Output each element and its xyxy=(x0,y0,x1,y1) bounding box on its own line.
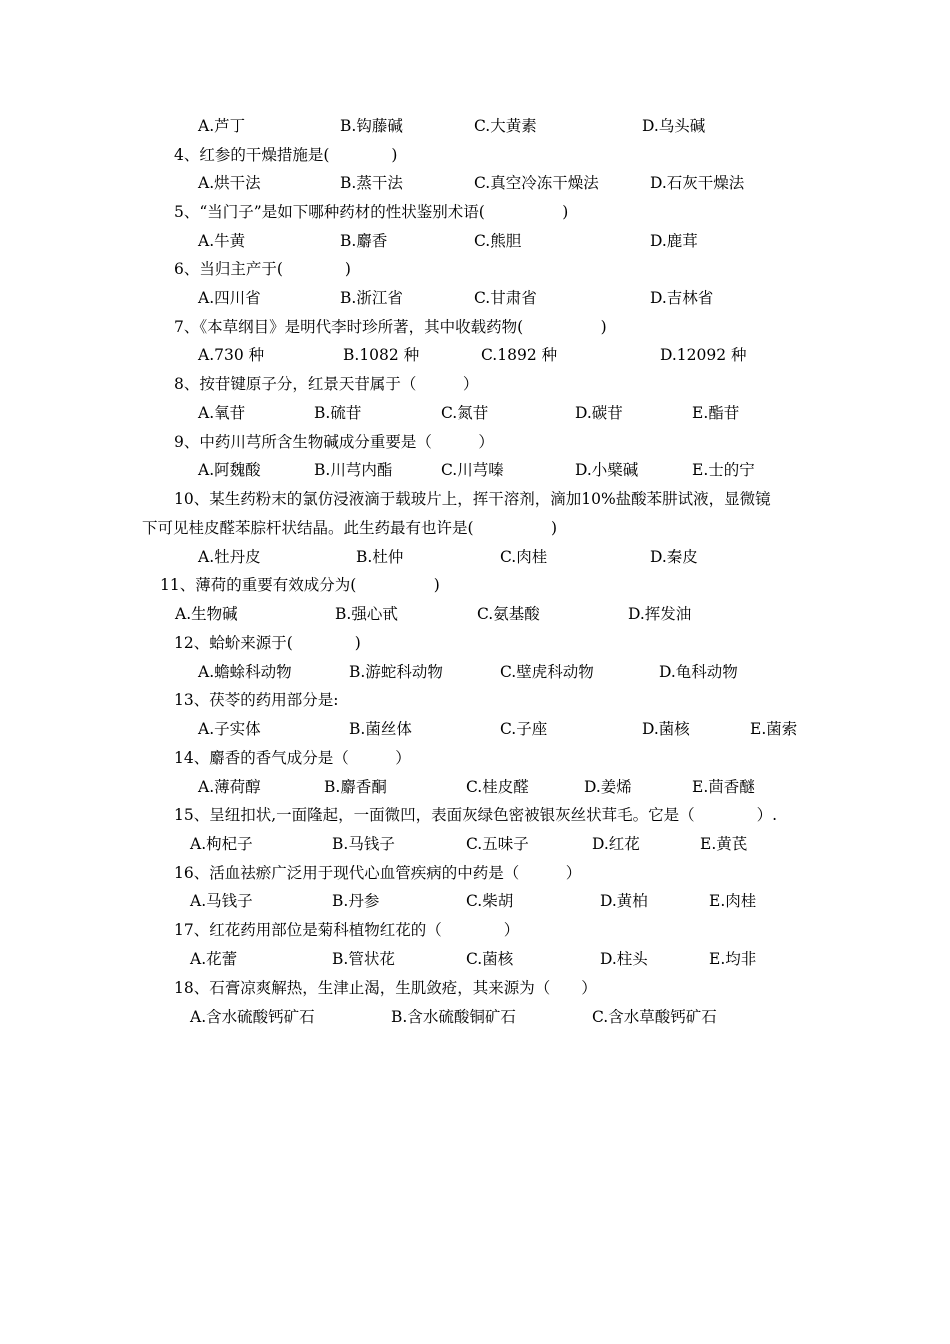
option-b: B.强心甙 xyxy=(335,605,398,623)
option-b: B.川芎内酯 xyxy=(314,461,393,479)
question-stem: 18、石膏凉爽解热，生津止渴，生肌敛疮，其来源为（ ） xyxy=(174,979,597,997)
question-stem: 14、麝香的香气成分是（ ） xyxy=(174,749,411,767)
option-d: D.柱头 xyxy=(600,950,648,968)
option-a: A.四川省 xyxy=(198,289,261,307)
option-c: C.肉桂 xyxy=(500,548,548,566)
option-b: B.钩藤碱 xyxy=(340,117,403,135)
option-d: D.碳苷 xyxy=(575,404,623,422)
option-d: D.12092 种 xyxy=(660,346,747,364)
option-c: C.壁虎科动物 xyxy=(500,663,594,681)
option-c: C.真空冷冻干燥法 xyxy=(474,174,599,192)
option-e: E.茴香醚 xyxy=(692,778,755,796)
question-stem-continued: 下可见桂皮醛苯腙杆状结晶。此生药最有也许是( ) xyxy=(142,519,558,537)
option-e: E.士的宁 xyxy=(692,461,755,479)
option-c: C.氨基酸 xyxy=(477,605,540,623)
option-c: C.桂皮醛 xyxy=(466,778,529,796)
option-c: C.子座 xyxy=(500,720,548,738)
option-d: D.菌核 xyxy=(642,720,690,738)
question-stem: 17、红花药用部位是菊科植物红花的（ ） xyxy=(174,921,520,939)
option-a: A.生物碱 xyxy=(175,605,238,623)
option-b: B.蒸干法 xyxy=(340,174,403,192)
question-stem: 13、茯苓的药用部分是: xyxy=(174,691,339,709)
option-a: A.马钱子 xyxy=(190,892,253,910)
option-b: B.管状花 xyxy=(332,950,395,968)
option-a: A.烘干法 xyxy=(198,174,261,192)
option-c: C.五味子 xyxy=(466,835,529,853)
question-stem: 6、当归主产于( ) xyxy=(174,260,351,278)
option-c: C.熊胆 xyxy=(474,232,522,250)
option-c: C.柴胡 xyxy=(466,892,514,910)
question-stem: 11、薄荷的重要有效成分为( ) xyxy=(160,576,440,594)
question-stem: 10、某生药粉末的氯仿浸液滴于载玻片上，挥干溶剂，滴加10%盐酸苯肼试液，显微镜 xyxy=(174,490,771,508)
question-stem: 8、按苷键原子分，红景天苷属于（ ） xyxy=(174,375,479,393)
option-d: D.挥发油 xyxy=(628,605,692,623)
option-b: B.游蛇科动物 xyxy=(349,663,443,681)
option-e: E.黄芪 xyxy=(700,835,748,853)
question-stem: 15、呈纽扣状,一面隆起，一面微凹，表面灰绿色密被银灰丝状茸毛。它是（ ）. xyxy=(174,806,778,824)
option-d: D.乌头碱 xyxy=(642,117,706,135)
question-stem: 5、“当门子”是如下哪种药材的性状鉴别术语( ) xyxy=(174,203,569,221)
option-d: D.红花 xyxy=(592,835,640,853)
option-b: B.浙江省 xyxy=(340,289,403,307)
option-a: A.芦丁 xyxy=(198,117,246,135)
option-a: A.薄荷醇 xyxy=(198,778,261,796)
option-b: B.丹参 xyxy=(332,892,380,910)
option-d: D.石灰干燥法 xyxy=(650,174,745,192)
option-a: A.730 种 xyxy=(198,346,265,364)
option-e: E.肉桂 xyxy=(709,892,757,910)
option-c: C.菌核 xyxy=(466,950,514,968)
question-stem: 7、《本草纲目》是明代李时珍所著，其中收载药物( ) xyxy=(174,318,607,336)
option-d: D.龟科动物 xyxy=(659,663,738,681)
option-b: B.杜仲 xyxy=(356,548,404,566)
question-stem: 4、红参的干燥措施是( ) xyxy=(174,146,398,164)
option-a: A.氧苷 xyxy=(198,404,246,422)
option-d: D.姜烯 xyxy=(584,778,632,796)
option-c: C.含水草酸钙矿石 xyxy=(592,1008,717,1026)
option-c: C.川芎嗪 xyxy=(441,461,504,479)
option-a: A.阿魏酸 xyxy=(198,461,261,479)
option-a: A.牡丹皮 xyxy=(198,548,261,566)
option-d: D.小檗碱 xyxy=(575,461,639,479)
option-e: E.均非 xyxy=(709,950,757,968)
option-b: B.麝香 xyxy=(340,232,388,250)
option-b: B.硫苷 xyxy=(314,404,362,422)
option-a: A.含水硫酸钙矿石 xyxy=(190,1008,315,1026)
option-c: C.1892 种 xyxy=(481,346,558,364)
option-c: C.大黄素 xyxy=(474,117,537,135)
question-stem: 16、活血祛瘀广泛用于现代心血管疾病的中药是（ ） xyxy=(174,864,582,882)
option-b: B.马钱子 xyxy=(332,835,395,853)
question-stem: 12、蛤蚧来源于( ) xyxy=(174,634,361,652)
option-b: B.1082 种 xyxy=(343,346,420,364)
question-stem: 9、中药川芎所含生物碱成分重要是（ ） xyxy=(174,433,494,451)
option-b: B.含水硫酸铜矿石 xyxy=(391,1008,516,1026)
option-e: E.菌索 xyxy=(750,720,798,738)
option-c: C.氮苷 xyxy=(441,404,489,422)
option-a: A.子实体 xyxy=(198,720,261,738)
option-d: D.秦皮 xyxy=(650,548,698,566)
option-d: D.黄柏 xyxy=(600,892,648,910)
option-d: D.鹿茸 xyxy=(650,232,698,250)
option-c: C.甘肃省 xyxy=(474,289,537,307)
option-b: B.菌丝体 xyxy=(349,720,412,738)
option-a: A.蟾蜍科动物 xyxy=(198,663,292,681)
option-a: A.花蕾 xyxy=(190,950,238,968)
option-a: A.牛黄 xyxy=(198,232,246,250)
option-a: A.枸杞子 xyxy=(190,835,253,853)
option-d: D.吉林省 xyxy=(650,289,714,307)
option-e: E.酯苷 xyxy=(692,404,740,422)
option-b: B.麝香酮 xyxy=(324,778,387,796)
